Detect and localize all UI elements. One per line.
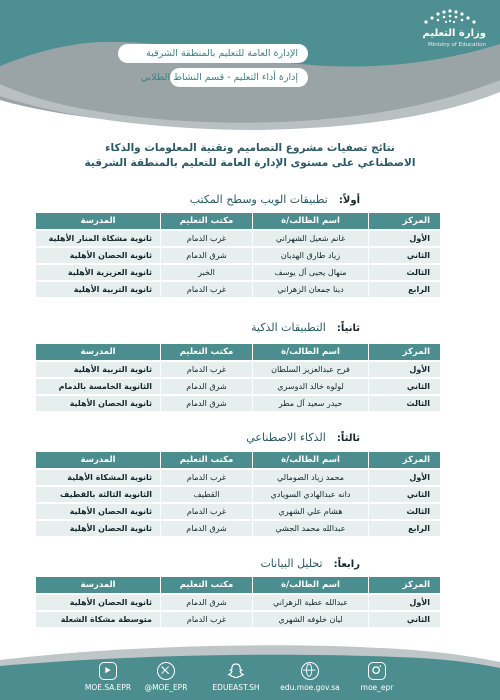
cell-rank: الثالث bbox=[368, 265, 440, 280]
cell-school: ثانوية التربية الأهلية bbox=[36, 282, 160, 297]
table-row bbox=[36, 282, 440, 297]
cell-office: غرب الدمام bbox=[160, 282, 252, 297]
cell-school: ثانوية التربية الأهلية bbox=[36, 362, 160, 377]
section-number: رابعاً: bbox=[333, 559, 360, 570]
cell-student: زياد طارق الهديان bbox=[252, 248, 368, 263]
cell-school: ثانوية المشكاة الأهلية bbox=[36, 470, 160, 485]
cell-office: شرق الدمام bbox=[160, 379, 252, 394]
cell-student: عبدالله محمد الجشي bbox=[252, 521, 368, 536]
column-header-student: اسم الطالب/ة bbox=[252, 452, 368, 468]
page-title bbox=[40, 141, 460, 171]
footer-link-label: MOE.SA.EPR bbox=[84, 683, 132, 692]
cell-school: الثانوية الثالثة بالقطيف bbox=[36, 487, 160, 502]
cell-school: ثانوية العزيزية الأهلية bbox=[36, 265, 160, 280]
logo-arabic-text: وزارة التعليم bbox=[422, 28, 486, 39]
cell-rank: الثاني bbox=[368, 248, 440, 263]
globe-icon bbox=[301, 662, 319, 680]
footer-link-snapchat[interactable] bbox=[205, 662, 267, 700]
footer-link-label: EDUEAST.SH bbox=[212, 683, 260, 692]
cell-rank: الأول bbox=[368, 595, 440, 610]
results-table-ai bbox=[36, 450, 440, 538]
snapchat-icon bbox=[227, 662, 245, 680]
cell-school: ثانوية الحصان الأهلية bbox=[36, 521, 160, 536]
section-title: التطبيقات الذكية bbox=[251, 321, 326, 334]
column-header-school: المدرسة bbox=[36, 344, 160, 360]
cell-office: القطيف bbox=[160, 487, 252, 502]
section-title: تحليل البيانات bbox=[260, 557, 323, 570]
cell-rank: الأول bbox=[368, 231, 440, 246]
table-row bbox=[36, 379, 440, 394]
table-row bbox=[36, 521, 440, 536]
cell-office: غرب الدمام bbox=[160, 362, 252, 377]
table-row bbox=[36, 487, 440, 502]
title-line-1: نتائج تصفيات مشروع التصاميم وتقنية المعلومات والذكاء bbox=[105, 142, 395, 154]
table-header-row bbox=[36, 344, 440, 360]
cell-office: غرب الدمام bbox=[160, 612, 252, 627]
results-table-data-analysis bbox=[36, 575, 440, 629]
cell-office: شرق الدمام bbox=[160, 521, 252, 536]
column-header-school: المدرسة bbox=[36, 577, 160, 593]
column-header-rank: المركز bbox=[368, 344, 440, 360]
results-table-smart-apps bbox=[36, 342, 440, 413]
footer-link-youtube[interactable] bbox=[82, 662, 134, 700]
table-header-row bbox=[36, 577, 440, 593]
column-header-rank: المركز bbox=[368, 213, 440, 229]
cell-student: منهال يحيى آل يوسف bbox=[252, 265, 368, 280]
cell-office: غرب الدمام bbox=[160, 504, 252, 519]
column-header-student: اسم الطالب/ة bbox=[252, 213, 368, 229]
table-row bbox=[36, 396, 440, 411]
cell-school: ثانوية الحصان الأهلية bbox=[36, 504, 160, 519]
column-header-rank: المركز bbox=[368, 452, 440, 468]
column-header-student: اسم الطالب/ة bbox=[252, 344, 368, 360]
cell-office: شرق الدمام bbox=[160, 248, 252, 263]
table-row bbox=[36, 504, 440, 519]
section-number: ثالثاً: bbox=[336, 433, 360, 444]
youtube-icon bbox=[99, 662, 117, 680]
table-row bbox=[36, 231, 440, 246]
column-header-school: المدرسة bbox=[36, 452, 160, 468]
cell-school: ثانوية الحصان الأهلية bbox=[36, 248, 160, 263]
cell-rank: الرابع bbox=[368, 282, 440, 297]
cell-student: حيدر سعيد آل مطر bbox=[252, 396, 368, 411]
cell-student: دينا جمعان الزهراني bbox=[252, 282, 368, 297]
section-number: أولاً: bbox=[338, 195, 360, 206]
cell-student: فرح عبدالعزيز السلطان bbox=[252, 362, 368, 377]
table-header-row bbox=[36, 452, 440, 468]
table-row bbox=[36, 470, 440, 485]
section-heading-data-analysis bbox=[260, 552, 360, 570]
cell-student: هشام علي الشهري bbox=[252, 504, 368, 519]
cell-student: لولوه خالد الدوسري bbox=[252, 379, 368, 394]
cell-rank: الأول bbox=[368, 362, 440, 377]
cell-student: ليان خلوفه الشهري bbox=[252, 612, 368, 627]
cell-school: ثانوية الحصان الأهلية bbox=[36, 396, 160, 411]
footer-link-x[interactable] bbox=[135, 662, 197, 700]
footer-link-instagram[interactable] bbox=[352, 662, 402, 700]
cell-office: شرق الدمام bbox=[160, 396, 252, 411]
logo-english-text: Ministry of Education bbox=[427, 42, 486, 48]
cell-school: ثانوية مشكاة المنار الأهلية bbox=[36, 231, 160, 246]
table-header-row bbox=[36, 213, 440, 229]
cell-rank: الثاني bbox=[368, 612, 440, 627]
cell-office: غرب الدمام bbox=[160, 231, 252, 246]
table-row bbox=[36, 248, 440, 263]
cell-office: غرب الدمام bbox=[160, 470, 252, 485]
column-header-student: اسم الطالب/ة bbox=[252, 577, 368, 593]
table-row bbox=[36, 595, 440, 610]
table-row bbox=[36, 612, 440, 627]
cell-rank: الرابع bbox=[368, 521, 440, 536]
column-header-office: مكتب التعليم bbox=[160, 452, 252, 468]
title-line-2: الاصطناعي على مستوى الإدارة العامة للتعليم بالمنطقة الشرقية bbox=[84, 157, 416, 169]
section-title: الذكاء الاصطناعي bbox=[246, 431, 326, 444]
cell-office: الخبر bbox=[160, 265, 252, 280]
section-number: ثانياً: bbox=[336, 323, 360, 334]
cell-office: شرق الدمام bbox=[160, 595, 252, 610]
section-heading-web-desktop bbox=[190, 188, 360, 206]
cell-school: الثانوية الخامسة بالدمام bbox=[36, 379, 160, 394]
section-heading-ai bbox=[246, 426, 360, 444]
column-header-rank: المركز bbox=[368, 577, 440, 593]
footer-link-label: edu.moe.gov.sa bbox=[280, 683, 340, 692]
column-header-office: مكتب التعليم bbox=[160, 577, 252, 593]
column-header-office: مكتب التعليم bbox=[160, 344, 252, 360]
table-row bbox=[36, 362, 440, 377]
cell-rank: الثالث bbox=[368, 396, 440, 411]
ministry-logo bbox=[408, 6, 486, 52]
cell-rank: الثاني bbox=[368, 379, 440, 394]
department-label: الإدارة العامة للتعليم بالمنطقة الشرقية bbox=[118, 44, 308, 63]
cell-student: دانه عبدالهادي السويادي bbox=[252, 487, 368, 502]
x-twitter-icon bbox=[157, 662, 175, 680]
column-header-office: مكتب التعليم bbox=[160, 213, 252, 229]
table-row bbox=[36, 265, 440, 280]
column-header-school: المدرسة bbox=[36, 213, 160, 229]
results-table-web-desktop bbox=[36, 211, 440, 299]
cell-student: غانم شعيل الشهراني bbox=[252, 231, 368, 246]
cell-student: محمد زياد الصومالي bbox=[252, 470, 368, 485]
footer-link-website[interactable] bbox=[275, 662, 345, 700]
cell-rank: الثالث bbox=[368, 504, 440, 519]
subdepartment-label: إدارة أداء التعليم - قسم النشاط الطلابي bbox=[170, 68, 308, 87]
footer-link-label: moe_epr bbox=[360, 683, 394, 692]
cell-school: متوسطة مشكاة الشعلة bbox=[36, 612, 160, 627]
section-title: تطبيقات الويب وسطح المكتب bbox=[189, 193, 328, 206]
cell-rank: الثاني bbox=[368, 487, 440, 502]
section-heading-smart-apps bbox=[251, 316, 360, 334]
cell-rank: الأول bbox=[368, 470, 440, 485]
cell-student: عبدالله عطية الزهراني bbox=[252, 595, 368, 610]
logo-mark-icon bbox=[416, 8, 486, 26]
footer-link-label: @MOE_EPR bbox=[144, 683, 188, 692]
instagram-icon bbox=[368, 662, 386, 680]
cell-school: ثانوية الحصان الأهلية bbox=[36, 595, 160, 610]
